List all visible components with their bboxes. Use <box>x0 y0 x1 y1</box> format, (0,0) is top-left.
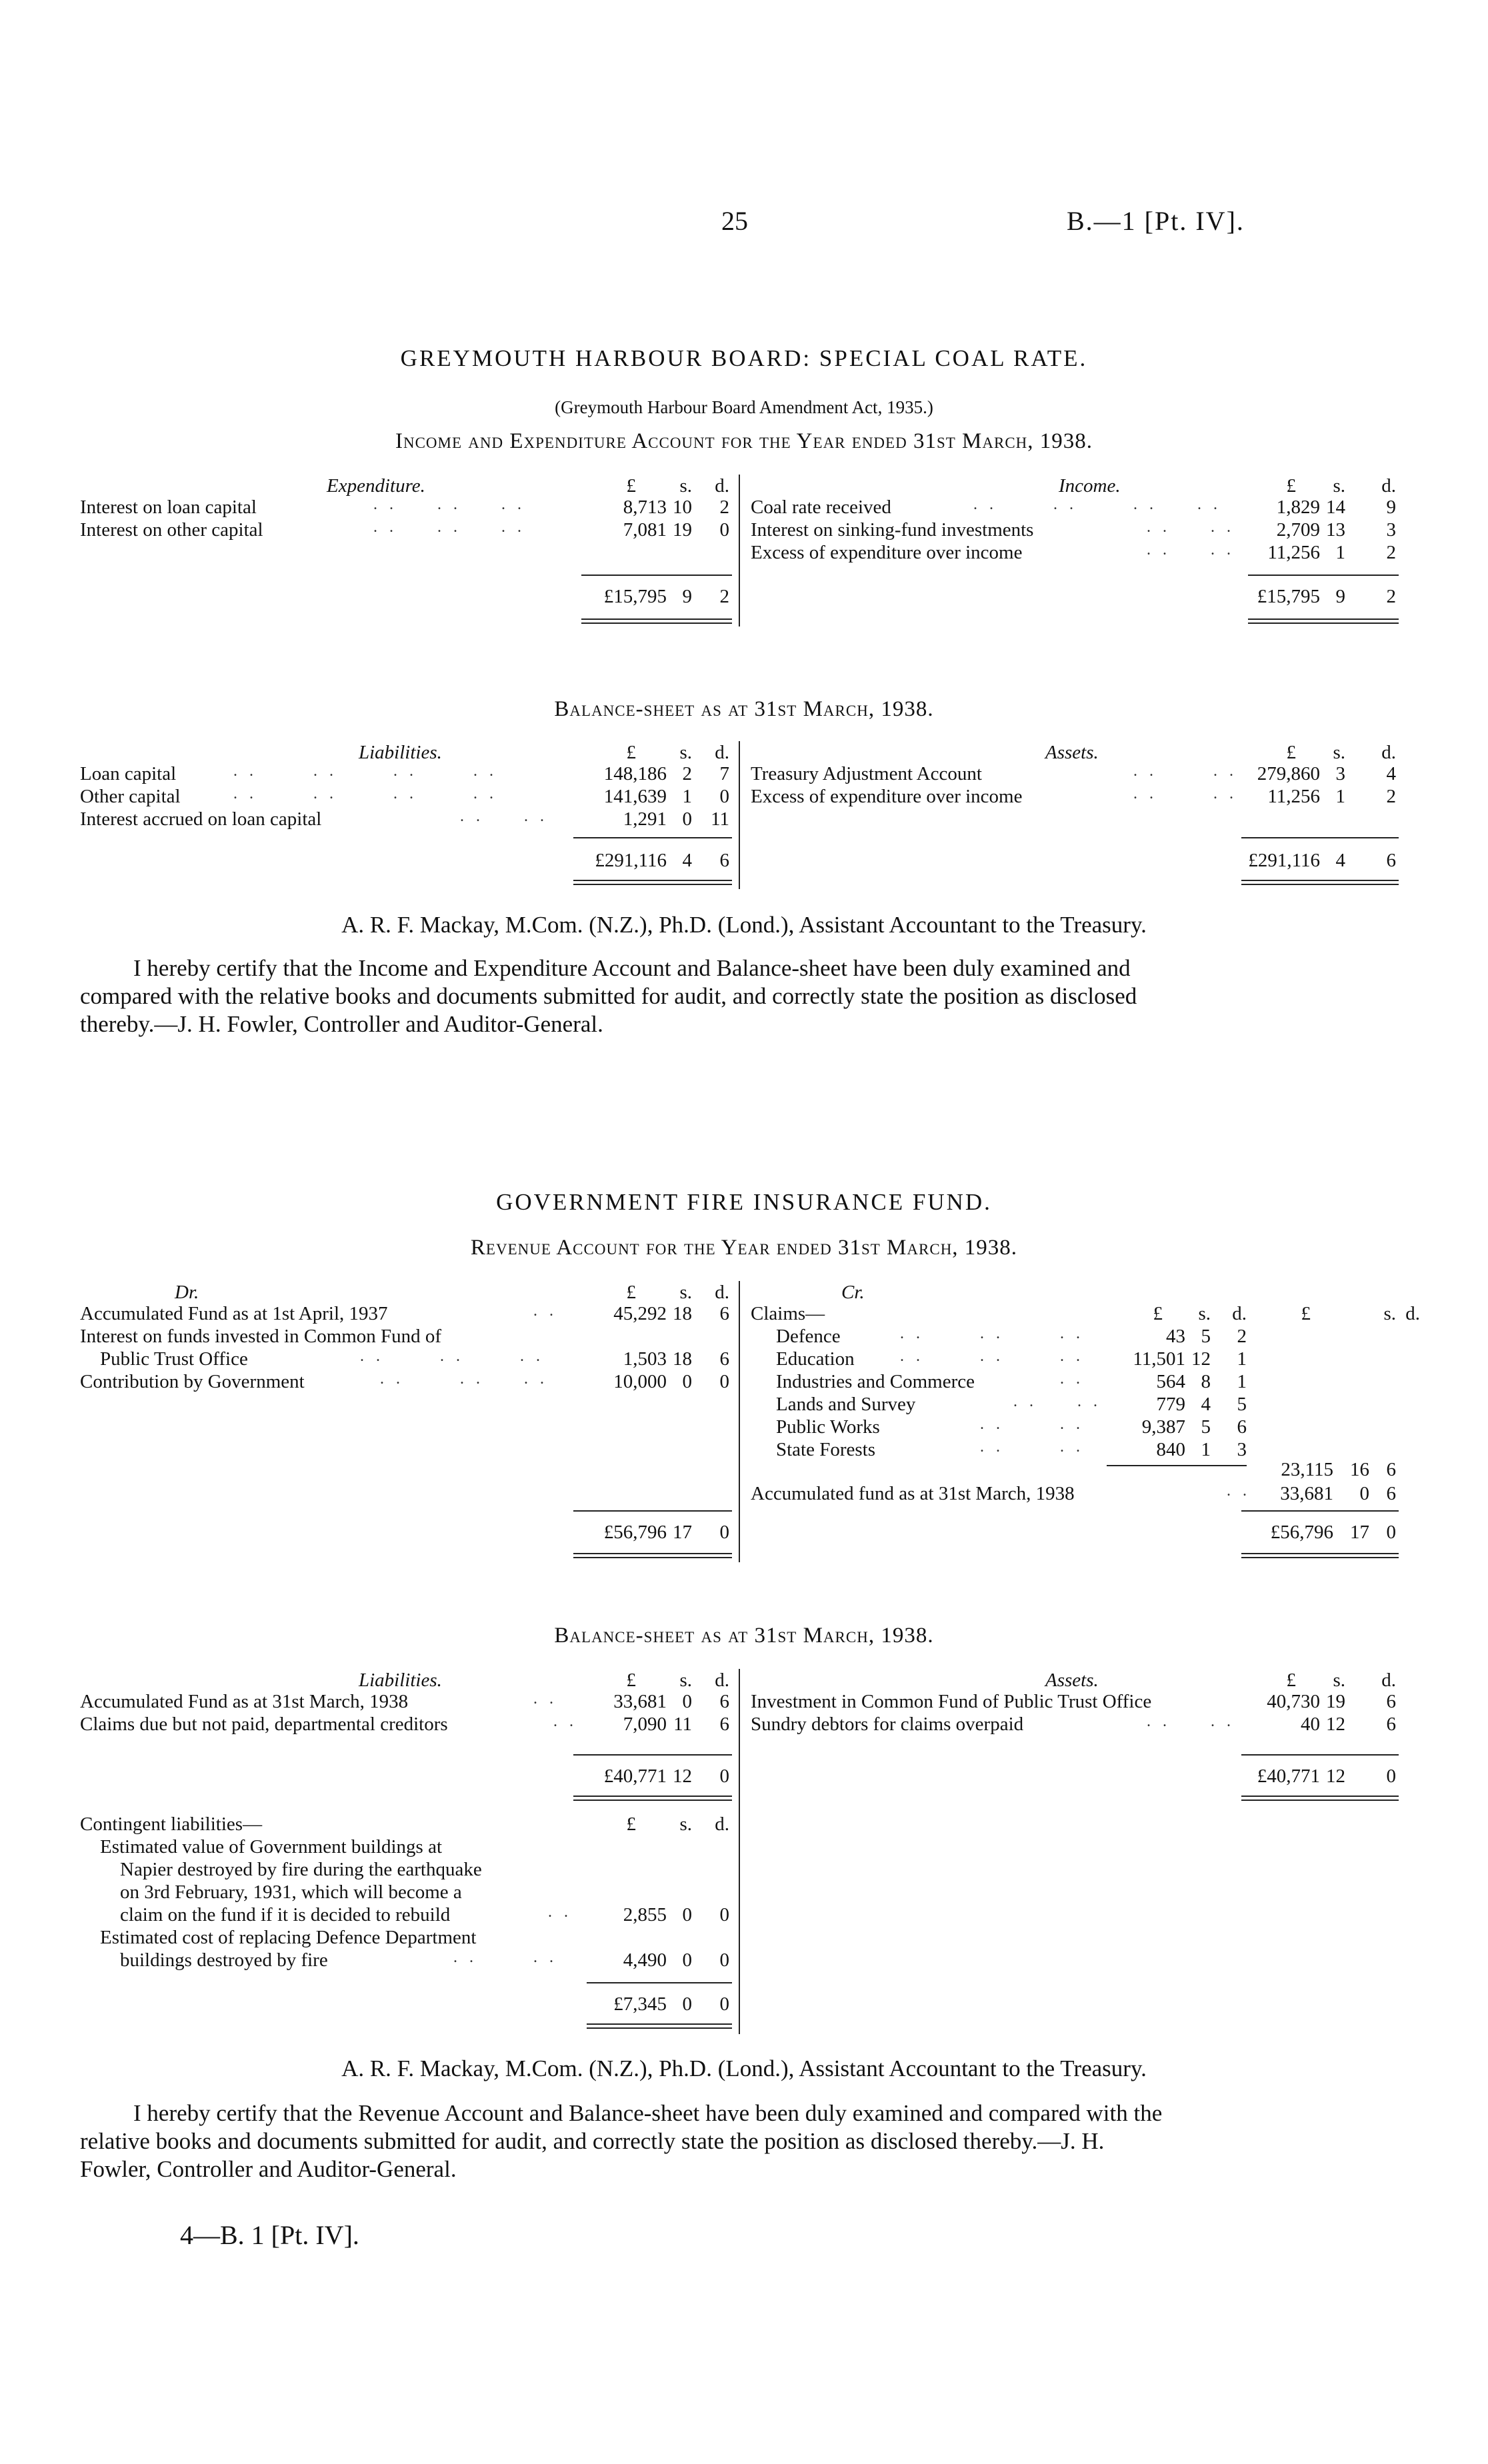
contingent-pence: 0 <box>719 1904 729 1925</box>
total-double-rule <box>1241 880 1399 885</box>
asset-row-pounds: 11,256 <box>1267 786 1320 807</box>
inc-row-pounds: 2,709 <box>1276 519 1320 541</box>
dr-total-pence: 0 <box>719 1522 729 1543</box>
asset-total-pounds: £291,116 <box>1248 850 1320 871</box>
certification-line: relative books and documents submitted for audit, and correctly state the position as disclosed thereby.—J. H. <box>80 2128 1105 2154</box>
certification-line: Fowler, Controller and Auditor-General. <box>80 2156 457 2182</box>
asset-row-shillings: 12 <box>1326 1714 1345 1735</box>
exp-total-shillings: 9 <box>682 586 692 607</box>
claim-row-shillings: 12 <box>1191 1348 1211 1370</box>
col-s: s. <box>1333 475 1345 497</box>
liab-row-label: Accumulated Fund as at 31st March, 1938 <box>80 1691 409 1712</box>
contingent-line: claim on the fund if it is decided to rebuild <box>120 1904 451 1925</box>
cr-total-shillings: 17 <box>1350 1522 1369 1543</box>
col-s: s. <box>679 1814 692 1835</box>
col-d: d. <box>1381 475 1396 497</box>
column-divider <box>739 475 740 626</box>
fire-signature: A. R. F. Mackay, M.Com. (N.Z.), Ph.D. (Lond.), Assistant Accountant to the Treasury. <box>341 2055 1147 2081</box>
liab-row-label: Other capital <box>80 786 181 807</box>
liab-row-shillings: 2 <box>682 763 692 784</box>
claims-total-shillings: 16 <box>1350 1459 1369 1480</box>
asset-row-pence: 6 <box>1386 1691 1396 1712</box>
contingent-pounds: 4,490 <box>623 1949 667 1971</box>
claim-row-pence: 1 <box>1237 1371 1247 1392</box>
dr-row-pence: 0 <box>719 1371 729 1392</box>
page-number: 25 <box>721 206 748 236</box>
claim-row-pence: 3 <box>1237 1439 1247 1460</box>
contingent-line: buildings destroyed by fire <box>120 1949 328 1971</box>
claim-row-label: Lands and Survey <box>776 1394 916 1415</box>
subtotal-rule <box>573 837 732 838</box>
exp-row-label: Interest on other capital <box>80 519 263 541</box>
contingent-total-pounds: £7,345 <box>613 1993 667 2015</box>
subtotal-rule <box>1241 1510 1399 1512</box>
asset-row-pence: 6 <box>1386 1714 1396 1735</box>
greymouth-title: GREYMOUTH HARBOUR BOARD: SPECIAL COAL RATE. <box>400 345 1088 371</box>
asset-row-label: Investment in Common Fund of Public Trust Office <box>751 1691 1152 1712</box>
col-pound: £ <box>1286 1670 1296 1691</box>
contingent-total-pence: 0 <box>719 1993 729 2015</box>
contingent-pence: 0 <box>719 1949 729 1971</box>
asset-row-pounds: 40 <box>1301 1714 1320 1735</box>
dr-total-shillings: 17 <box>673 1522 692 1543</box>
total-double-rule <box>581 618 732 624</box>
dr-row-label: Interest on funds invested in Common Fund of <box>80 1326 442 1347</box>
total-double-rule <box>1248 618 1399 624</box>
col-pound: £ <box>1286 742 1296 763</box>
claim-row-shillings: 1 <box>1201 1439 1211 1460</box>
acc-fund-pounds: 33,681 <box>1280 1483 1333 1504</box>
contingent-line: Napier destroyed by fire during the earthquake <box>120 1859 482 1880</box>
inc-row-pence: 3 <box>1386 519 1396 541</box>
liab-row-pounds: 33,681 <box>613 1691 667 1712</box>
total-double-rule <box>1241 1553 1399 1558</box>
col-d: d. <box>1381 742 1396 763</box>
col-d: d. <box>715 1670 729 1691</box>
document-reference: B.—1 [Pt. IV]. <box>1067 206 1245 236</box>
col-s: s. <box>679 1282 692 1303</box>
greymouth-ie-title: Income and Expenditure Account for the Year ended 31st March, 1938. <box>395 429 1093 453</box>
asset-row-shillings: 1 <box>1335 786 1345 807</box>
col-d: d. <box>1405 1303 1420 1324</box>
claim-row-shillings: 5 <box>1201 1416 1211 1438</box>
inc-row-pounds: 11,256 <box>1267 542 1320 563</box>
liab-row-pence: 6 <box>719 1691 729 1712</box>
col-pound: £ <box>626 1282 636 1303</box>
col-pound: £ <box>1153 1303 1163 1324</box>
dr-row-pence: 6 <box>719 1303 729 1324</box>
claim-row-pounds: 9,387 <box>1141 1416 1185 1438</box>
dr-row-pounds: 45,292 <box>613 1303 667 1324</box>
dr-row-pounds: 1,503 <box>623 1348 667 1370</box>
contingent-line: on 3rd February, 1931, which will become a <box>120 1881 462 1903</box>
contingent-shillings: 0 <box>682 1904 692 1925</box>
inc-row-pence: 9 <box>1386 497 1396 518</box>
contingent-label: Contingent liabilities— <box>80 1814 263 1835</box>
liab-row-label: Loan capital <box>80 763 177 784</box>
asset-total-pence: 6 <box>1386 850 1396 871</box>
inc-row-shillings: 13 <box>1326 519 1345 541</box>
subtotal-rule <box>1241 1754 1399 1756</box>
acc-fund-pence: 6 <box>1386 1483 1396 1504</box>
greymouth-certification <box>80 954 1400 1038</box>
contingent-pounds: 2,855 <box>623 1904 667 1925</box>
liab-row-pence: 11 <box>711 808 729 830</box>
contingent-line: Estimated cost of replacing Defence Department <box>100 1927 477 1948</box>
claim-row-shillings: 4 <box>1201 1394 1211 1415</box>
total-double-rule <box>1241 1796 1399 1801</box>
exp-row-pence: 0 <box>719 519 729 541</box>
subtotal-rule <box>573 1754 732 1756</box>
exp-row-pounds: 7,081 <box>623 519 667 541</box>
liab-total-shillings: 4 <box>682 850 692 871</box>
dr-total-pounds: £56,796 <box>603 1522 667 1543</box>
expenditure-heading: Expenditure. <box>327 475 425 497</box>
assets-heading: Assets. <box>1045 1670 1099 1691</box>
cr-heading: Cr. <box>841 1282 865 1303</box>
claim-row-shillings: 5 <box>1201 1326 1211 1347</box>
dr-row-shillings: 18 <box>673 1348 692 1370</box>
column-divider <box>739 1669 740 2034</box>
certification-line: thereby.—J. H. Fowler, Controller and Auditor-General. <box>80 1011 603 1037</box>
col-s: s. <box>1383 1303 1396 1324</box>
claim-row-pence: 6 <box>1237 1416 1247 1438</box>
col-pound: £ <box>1286 475 1296 497</box>
liab-row-pence: 0 <box>719 786 729 807</box>
col-d: d. <box>1381 1670 1396 1691</box>
asset-row-label: Treasury Adjustment Account <box>751 763 982 784</box>
contingent-shillings: 0 <box>682 1949 692 1971</box>
dr-row-label: Accumulated Fund as at 1st April, 1937 <box>80 1303 388 1324</box>
col-d: d. <box>715 742 729 763</box>
claims-total-pence: 6 <box>1386 1459 1396 1480</box>
liab-total-pence: 6 <box>719 850 729 871</box>
asset-total-pounds: £40,771 <box>1257 1766 1320 1787</box>
claim-row-pence: 5 <box>1237 1394 1247 1415</box>
col-s: s. <box>679 1670 692 1691</box>
col-d: d. <box>715 1282 729 1303</box>
inc-row-pounds: 1,829 <box>1276 497 1320 518</box>
inc-row-label: Coal rate received <box>751 497 891 518</box>
certification-line: I hereby certify that the Revenue Account and Balance-sheet have been duly examined and compared with the <box>133 2100 1163 2126</box>
acc-fund-shillings: 0 <box>1359 1483 1369 1504</box>
fire-bs-title: Balance-sheet as at 31st March, 1938. <box>554 1624 934 1648</box>
certification-line: I hereby certify that the Income and Expenditure Account and Balance-sheet have been duly examined and <box>133 955 1131 981</box>
asset-total-shillings: 4 <box>1335 850 1345 871</box>
liab-row-pounds: 141,639 <box>603 786 667 807</box>
claim-row-pence: 2 <box>1237 1326 1247 1347</box>
column-divider <box>739 1281 740 1562</box>
subtotal-rule <box>1107 1465 1247 1466</box>
total-double-rule <box>573 1796 732 1801</box>
asset-row-pounds: 40,730 <box>1267 1691 1320 1712</box>
inc-total-shillings: 9 <box>1335 586 1345 607</box>
liabilities-heading: Liabilities. <box>359 1670 442 1691</box>
col-d: d. <box>715 1814 729 1835</box>
liab-row-pounds: 1,291 <box>623 808 667 830</box>
printer-signature-mark: 4—B. 1 [Pt. IV]. <box>180 2220 359 2250</box>
subtotal-rule <box>587 1982 732 1983</box>
claim-row-label: Industries and Commerce <box>776 1371 975 1392</box>
exp-row-shillings: 19 <box>673 519 692 541</box>
cr-total-pence: 0 <box>1386 1522 1396 1543</box>
claim-row-label: State Forests <box>776 1439 876 1460</box>
contingent-total-shillings: 0 <box>682 1993 692 2015</box>
claim-row-pounds: 43 <box>1166 1326 1185 1347</box>
col-s: s. <box>1333 742 1345 763</box>
dr-row-shillings: 18 <box>673 1303 692 1324</box>
exp-row-shillings: 10 <box>673 497 692 518</box>
col-s: s. <box>679 475 692 497</box>
inc-row-shillings: 1 <box>1335 542 1345 563</box>
asset-total-pence: 0 <box>1386 1766 1396 1787</box>
column-divider <box>739 741 740 889</box>
col-s: s. <box>679 742 692 763</box>
claim-row-pence: 1 <box>1237 1348 1247 1370</box>
claim-row-pounds: 564 <box>1156 1371 1185 1392</box>
claims-total-pounds: 23,115 <box>1281 1459 1333 1480</box>
greymouth-bs-title: Balance-sheet as at 31st March, 1938. <box>554 697 934 721</box>
liabilities-heading: Liabilities. <box>359 742 442 763</box>
asset-row-label: Sundry debtors for claims overpaid <box>751 1714 1024 1735</box>
liab-row-label: Claims due but not paid, departmental creditors <box>80 1714 448 1735</box>
col-pound: £ <box>626 1814 636 1835</box>
claim-row-shillings: 8 <box>1201 1371 1211 1392</box>
exp-row-label: Interest on loan capital <box>80 497 257 518</box>
greymouth-act: (Greymouth Harbour Board Amendment Act, 1935.) <box>555 397 933 417</box>
liab-row-shillings: 0 <box>682 808 692 830</box>
contingent-line: Estimated value of Government buildings at <box>100 1836 443 1857</box>
exp-total-pence: 2 <box>719 586 729 607</box>
col-pound: £ <box>1301 1303 1311 1324</box>
liab-row-label: Interest accrued on loan capital <box>80 808 322 830</box>
exp-row-pounds: 8,713 <box>623 497 667 518</box>
subtotal-rule <box>1241 837 1399 838</box>
claim-row-label: Education <box>776 1348 855 1370</box>
liab-total-pence: 0 <box>719 1766 729 1787</box>
subtotal-rule <box>1248 575 1399 576</box>
total-double-rule <box>573 880 732 885</box>
income-heading: Income. <box>1059 475 1121 497</box>
assets-heading: Assets. <box>1045 742 1099 763</box>
asset-row-pence: 2 <box>1386 786 1396 807</box>
fire-revenue-title: Revenue Account for the Year ended 31st March, 1938. <box>470 1236 1018 1260</box>
acc-fund-label: Accumulated fund as at 31st March, 1938 <box>751 1483 1075 1504</box>
dr-heading: Dr. <box>175 1282 199 1303</box>
liab-row-pence: 6 <box>719 1714 729 1735</box>
liab-row-shillings: 1 <box>682 786 692 807</box>
liab-row-shillings: 11 <box>673 1714 692 1735</box>
col-pound: £ <box>626 1670 636 1691</box>
dr-row-label: Public Trust Office <box>100 1348 248 1370</box>
inc-row-label: Excess of expenditure over income <box>751 542 1023 563</box>
inc-row-label: Interest on sinking-fund investments <box>751 519 1034 541</box>
liab-total-pounds: £291,116 <box>595 850 667 871</box>
total-double-rule <box>573 1553 732 1558</box>
col-s: s. <box>1333 1670 1345 1691</box>
asset-row-label: Excess of expenditure over income <box>751 786 1023 807</box>
subtotal-rule <box>573 1510 732 1512</box>
inc-total-pounds: £15,795 <box>1257 586 1320 607</box>
col-d: d. <box>1232 1303 1247 1324</box>
claim-row-label: Public Works <box>776 1416 880 1438</box>
dr-row-pounds: 10,000 <box>613 1371 667 1392</box>
total-double-rule <box>587 2023 732 2029</box>
asset-row-pounds: 279,860 <box>1257 763 1320 784</box>
dr-row-label: Contribution by Government <box>80 1371 305 1392</box>
inc-total-pence: 2 <box>1386 586 1396 607</box>
certification-line: compared with the relative books and documents submitted for audit, and correctly state the position as disclosed <box>80 983 1137 1009</box>
asset-row-pence: 4 <box>1386 763 1396 784</box>
claims-label: Claims— <box>751 1303 825 1324</box>
dr-row-pence: 6 <box>719 1348 729 1370</box>
col-pound: £ <box>626 742 636 763</box>
asset-row-shillings: 19 <box>1326 1691 1345 1712</box>
subtotal-rule <box>581 575 732 576</box>
liab-total-shillings: 12 <box>673 1766 692 1787</box>
liab-total-pounds: £40,771 <box>603 1766 667 1787</box>
claim-row-pounds: 779 <box>1156 1394 1185 1415</box>
liab-row-pounds: 7,090 <box>623 1714 667 1735</box>
exp-total-pounds: £15,795 <box>603 586 667 607</box>
claim-row-pounds: 11,501 <box>1133 1348 1185 1370</box>
dr-row-shillings: 0 <box>682 1371 692 1392</box>
asset-row-shillings: 3 <box>1335 763 1345 784</box>
claim-row-pounds: 840 <box>1156 1439 1185 1460</box>
inc-row-shillings: 14 <box>1326 497 1345 518</box>
liab-row-pounds: 148,186 <box>603 763 667 784</box>
col-d: d. <box>715 475 729 497</box>
claim-row-label: Defence <box>776 1326 841 1347</box>
cr-total-pounds: £56,796 <box>1270 1522 1333 1543</box>
fire-certification <box>80 2099 1400 2183</box>
fire-fund-title: GOVERNMENT FIRE INSURANCE FUND. <box>496 1189 992 1215</box>
liab-row-pence: 7 <box>719 763 729 784</box>
inc-row-pence: 2 <box>1386 542 1396 563</box>
exp-row-pence: 2 <box>719 497 729 518</box>
col-s: s. <box>1198 1303 1211 1324</box>
greymouth-signature: A. R. F. Mackay, M.Com. (N.Z.), Ph.D. (Lond.), Assistant Accountant to the Treasury. <box>341 912 1147 938</box>
col-pound: £ <box>626 475 636 497</box>
liab-row-shillings: 0 <box>682 1691 692 1712</box>
asset-total-shillings: 12 <box>1326 1766 1345 1787</box>
